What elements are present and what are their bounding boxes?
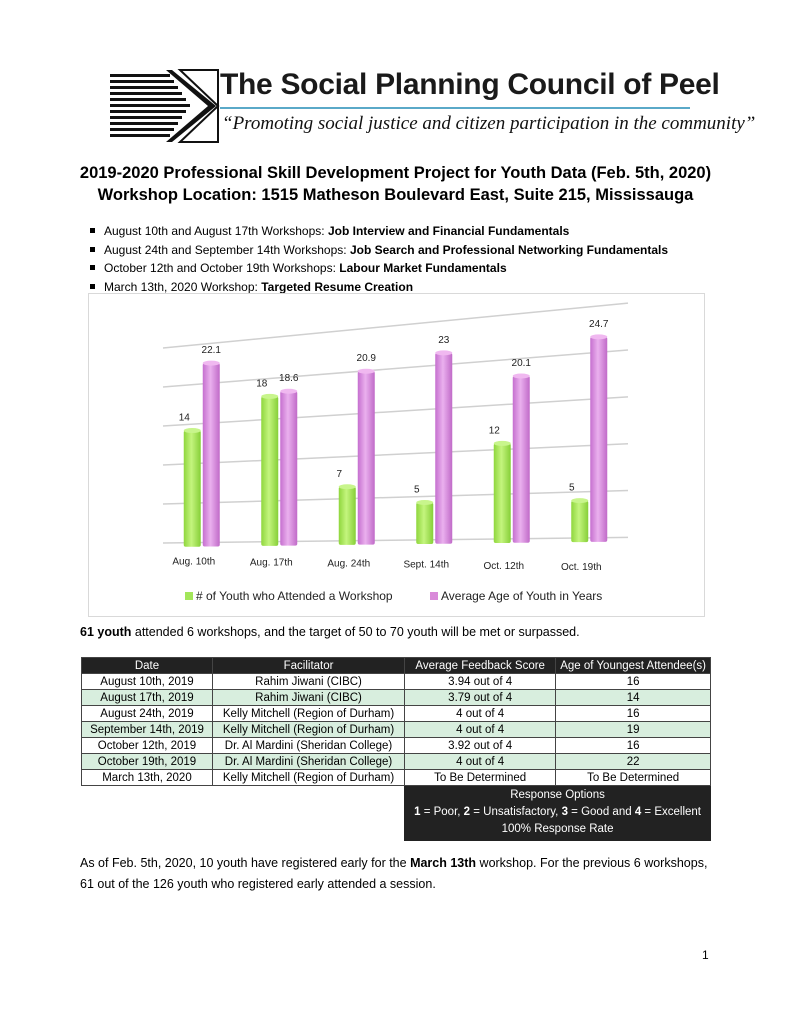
bar-cap <box>513 373 530 378</box>
bar-avg-age <box>435 353 452 544</box>
response-scale: 1 = Poor, 2 = Unsatisfactory, 3 = Good and 4 = Excellent <box>414 806 701 818</box>
data-label: 5 <box>413 484 420 496</box>
bar-cap <box>435 350 452 355</box>
list-item: August 24th and September 14th Workshops: Job Search and Professional Networking Fundamentals <box>90 241 668 260</box>
x-tick-label: Oct. 19th <box>560 561 602 573</box>
org-name-underline <box>220 107 690 109</box>
col-date: Date <box>82 658 213 674</box>
x-tick-label: Sept. 14th <box>403 559 450 571</box>
data-label: 20.9 <box>356 353 376 365</box>
table-row: August 10th, 2019 Rahim Jiwani (CIBC) 3.94 out of 4 16 <box>82 674 711 690</box>
x-tick-label: Aug. 24th <box>327 558 371 570</box>
col-feedback-score: Average Feedback Score <box>405 658 556 674</box>
bar-cap <box>184 428 201 433</box>
bar-attended <box>494 443 511 543</box>
bar-cap <box>494 441 511 446</box>
bar-cap <box>280 389 297 394</box>
gridline <box>163 491 628 504</box>
bar-attended <box>416 502 433 544</box>
response-options-row <box>82 786 711 841</box>
bar-avg-age <box>280 391 297 545</box>
gridline <box>163 397 628 426</box>
table-row: August 17th, 2019 Rahim Jiwani (CIBC) 3.79 out of 4 14 <box>82 690 711 706</box>
table-row: March 13th, 2020 Kelly Mitchell (Region of Durham) To Be Determined To Be Determined <box>82 770 711 786</box>
gridline <box>163 350 628 390</box>
col-youngest-age: Age of Youngest Attendee(s) <box>556 658 711 674</box>
legend-swatch-attended <box>185 592 193 600</box>
table-header-row <box>82 658 711 674</box>
table-row: October 19th, 2019 Dr. Al Mardini (Sheridan College) 4 out of 4 22 <box>82 754 711 770</box>
x-tick-label: Oct. 12th <box>483 560 525 572</box>
bar-cap <box>358 369 375 374</box>
bar-attended <box>184 431 201 547</box>
legend-swatch-avg-age <box>430 592 438 600</box>
data-label: 7 <box>336 468 343 480</box>
gridline <box>163 537 628 543</box>
bar-avg-age <box>203 363 220 546</box>
response-rate: 100% Response Rate <box>501 823 614 835</box>
bar-avg-age <box>358 371 375 544</box>
gridline <box>163 303 628 348</box>
data-label: 12 <box>488 425 500 437</box>
org-tagline: “Promoting social justice and citizen participation in the community” <box>222 113 756 134</box>
data-label: 22.1 <box>201 345 221 357</box>
data-label: 23 <box>438 334 450 346</box>
org-name: The Social Planning Council of Peel <box>220 68 720 101</box>
list-item: October 12th and October 19th Workshops: Labour Market Fundamentals <box>90 259 668 278</box>
page-number: 1 <box>702 948 709 962</box>
x-tick-label: Aug. 10th <box>172 556 216 568</box>
legend-label-attended: # of Youth who Attended a Workshop <box>196 589 393 603</box>
data-label: 18 <box>256 378 268 390</box>
gridline <box>163 444 628 465</box>
table-row: September 14th, 2019 Kelly Mitchell (Region of Durham) 4 out of 4 19 <box>82 722 711 738</box>
page-subtitle: Workshop Location: 1515 Matheson Boulevard East, Suite 215, Mississauga <box>97 186 694 204</box>
table-row: October 12th, 2019 Dr. Al Mardini (Sheridan College) 3.92 out of 4 16 <box>82 738 711 754</box>
registration-note: As of Feb. 5th, 2020, 10 youth have registered early for the March 13th workshop. For the previous 6 workshops, 61 out of the 126 youth who registered early attended a session. <box>80 856 708 891</box>
list-item: August 10th and August 17th Workshops: Job Interview and Financial Fundamentals <box>90 222 668 241</box>
bar-avg-age <box>590 337 607 542</box>
table-row: August 24th, 2019 Kelly Mitchell (Region of Durham) 4 out of 4 16 <box>82 706 711 722</box>
workshop-list <box>90 222 668 296</box>
x-tick-label: Aug. 17th <box>249 557 293 569</box>
bar-attended <box>339 487 356 545</box>
feedback-table <box>81 657 711 841</box>
logo-stripes <box>110 74 190 137</box>
data-label: 24.7 <box>589 318 609 330</box>
bar-cap <box>416 500 433 505</box>
data-label: 14 <box>178 412 190 424</box>
list-item: March 13th, 2020 Workshop: Targeted Resume Creation <box>90 278 668 297</box>
bar-cap <box>590 334 607 339</box>
page-title: 2019-2020 Professional Skill Development Project for Youth Data (Feb. 5th, 2020) <box>79 164 712 182</box>
col-facilitator: Facilitator <box>212 658 404 674</box>
attendance-summary: 61 youth attended 6 workshops, and the target of 50 to 70 youth will be met or surpassed. <box>80 625 580 639</box>
data-label: 5 <box>568 482 575 494</box>
data-label: 20.1 <box>511 357 531 369</box>
bar-cap <box>339 484 356 489</box>
bar-cap <box>571 498 588 503</box>
bar-cap <box>261 394 278 399</box>
bar-avg-age <box>513 376 530 543</box>
attendance-age-chart <box>88 293 705 617</box>
legend-label-avg-age: Average Age of Youth in Years <box>441 589 603 603</box>
response-options: Response Options 1 = Poor, 2 = Unsatisfactory, 3 = Good and 4 = Excellent 100% Response Rate <box>405 786 711 841</box>
bar-attended <box>261 396 278 545</box>
bar-attended <box>571 501 588 543</box>
data-label: 18.6 <box>279 373 299 385</box>
bar-cap <box>203 361 220 366</box>
